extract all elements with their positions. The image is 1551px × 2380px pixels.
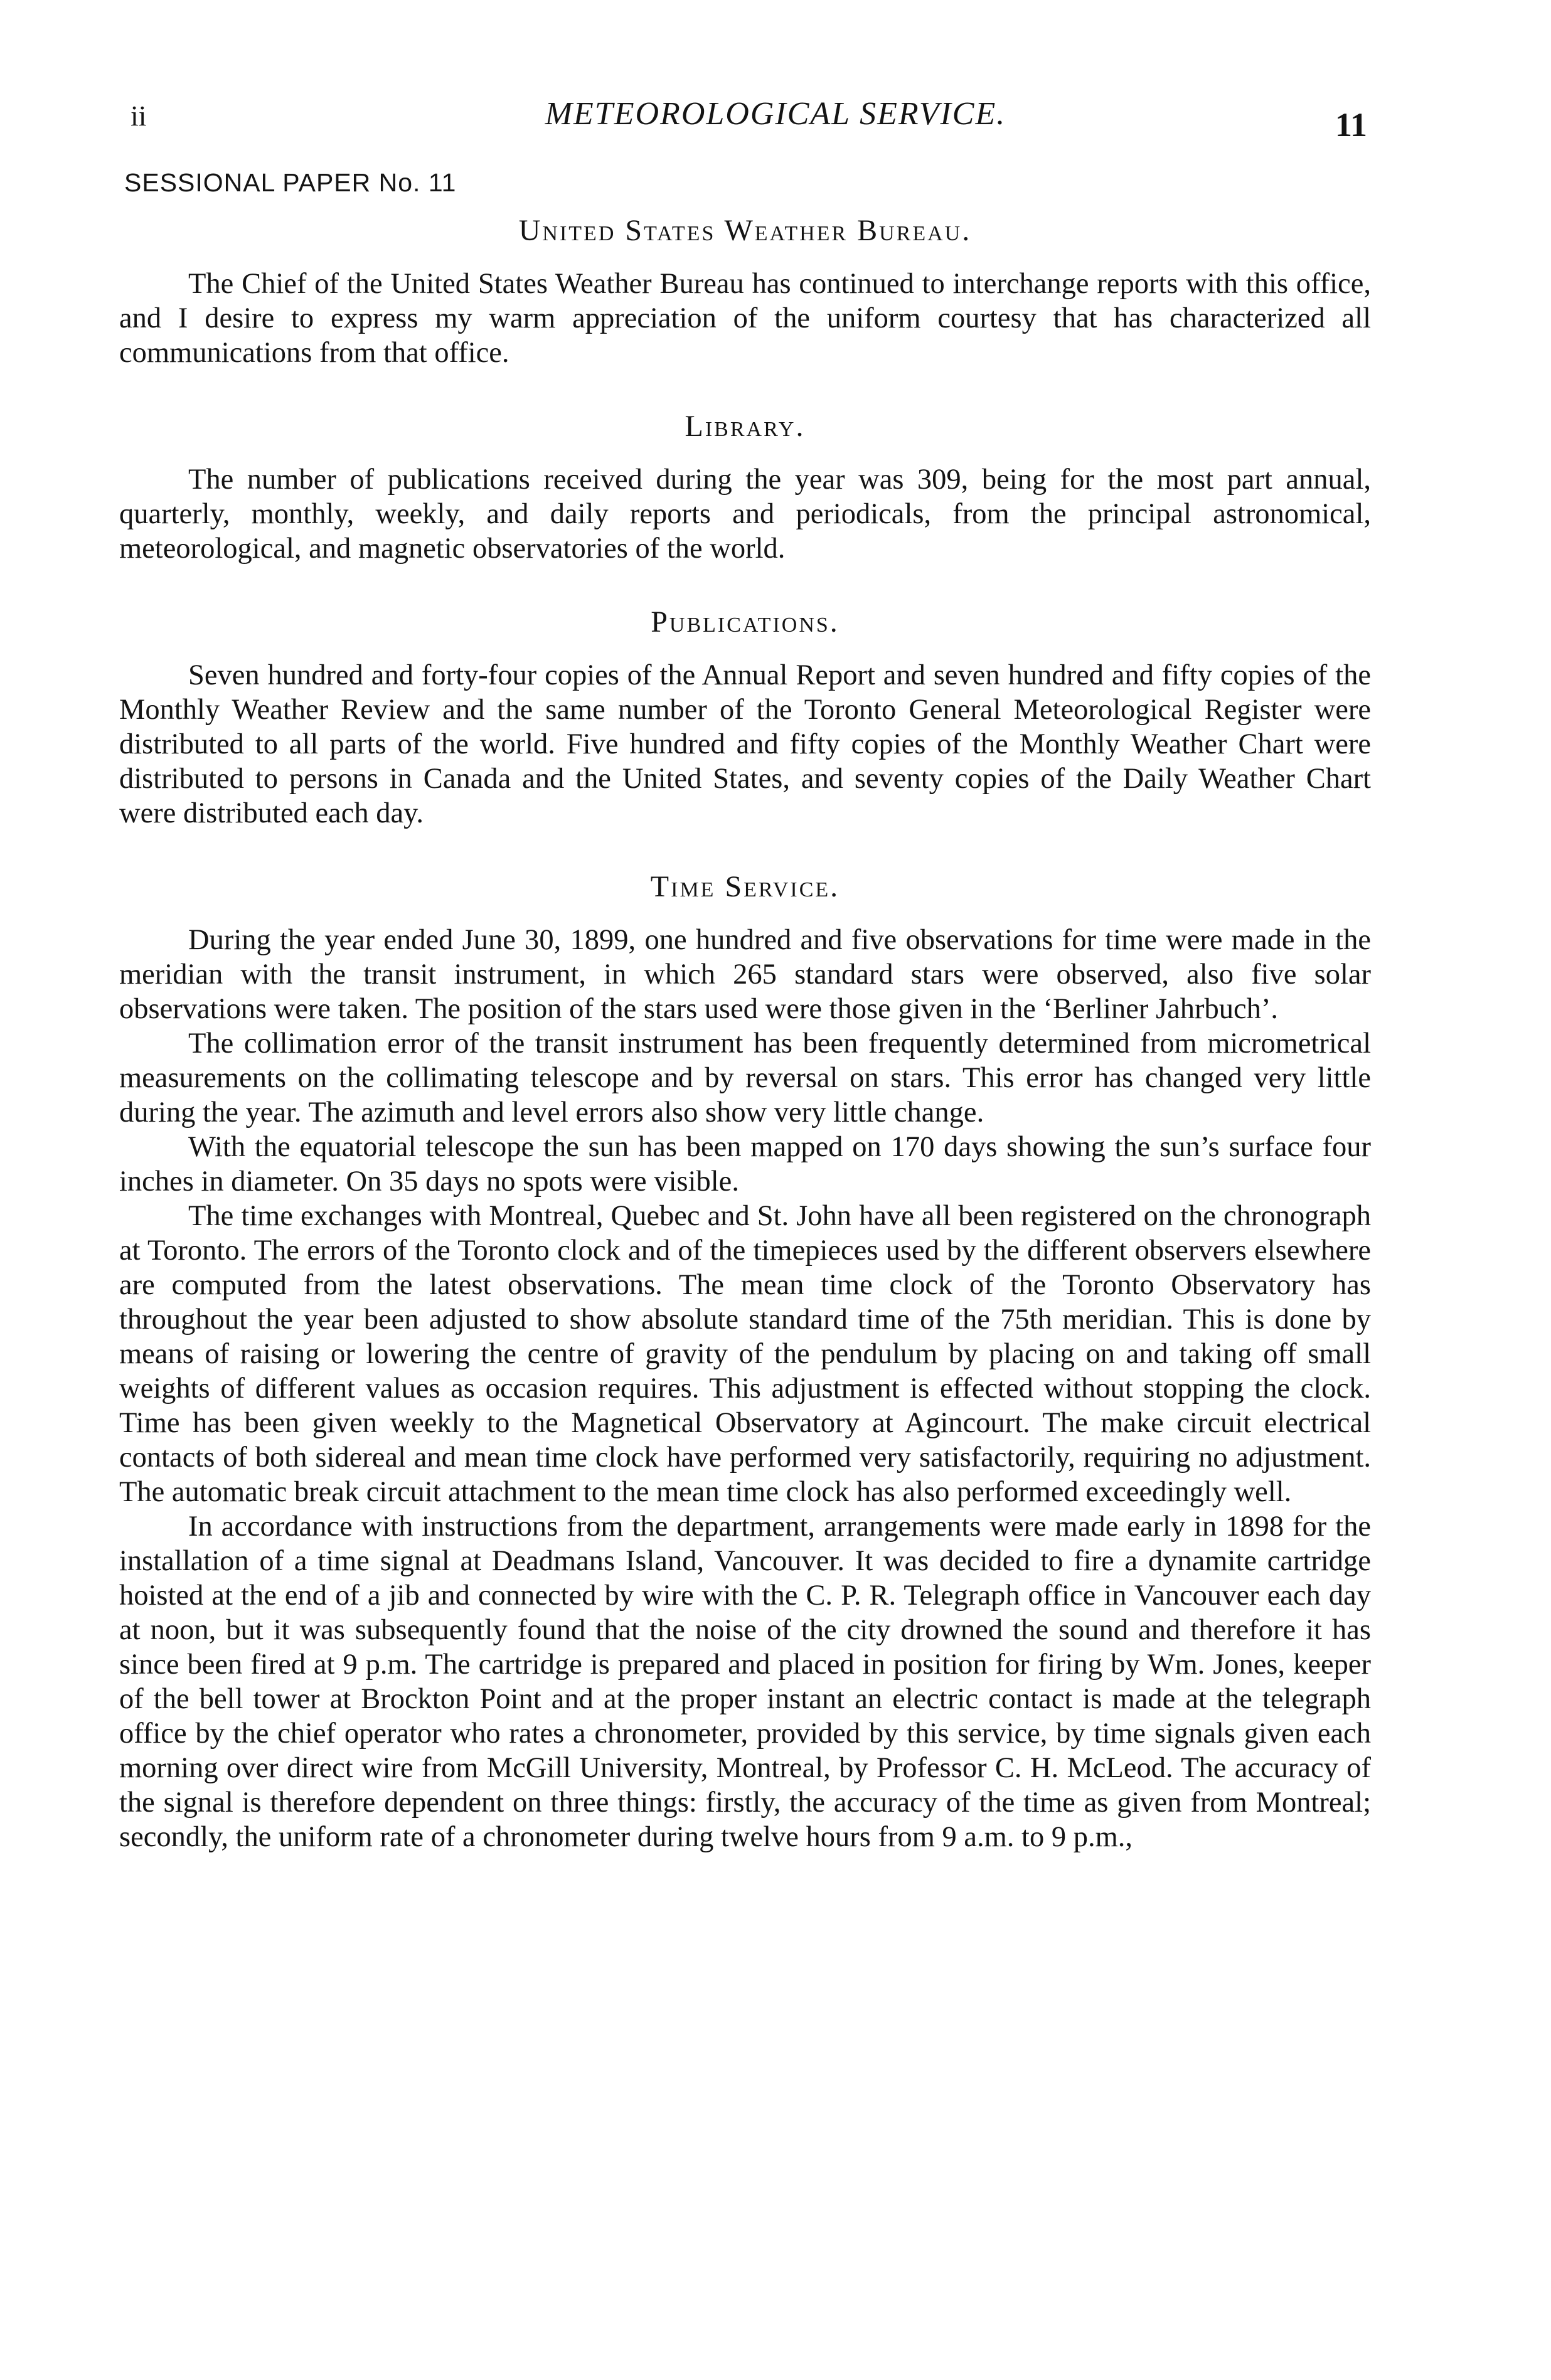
paragraph-weather-bureau: The Chief of the United States Weather Bureau has continued to interchange reports with this office, and I desire to express my warm appreciation of the uniform courtesy that has characterized all communications from that office. (119, 268, 1371, 369)
paragraph-vancouver-signal: In accordance with instructions from the department, arrangements were made early in 1898 for the installation of a time signal at Deadmans Island, Vancouver. It was decided to fire a dynamite cartridge hoisted at the end of a jib and connected by wire with the C. P. R. Telegraph office in Vancouver each day at noon, but it was subsequently found that the noise of the city drowned the sound and therefore it has since been fired at 9 p.m. The cartridge is prepared and placed in position for firing by Wm. Jones, keeper of the bell tower at Brockton Point and at the proper instant an electric contact is made at the telegraph office by the chief operator who rates a chronometer, provided by this service, by time signals given each morning over direct wire from McGill University, Montreal, by Professor C. H. McLeod. The accuracy of the signal is therefore dependent on three things: firstly, the accuracy of the time as given from Montreal; secondly, the uniform rate of a chronometer during twelve hours from 9 a.m. to 9 p.m., (119, 1511, 1371, 1853)
section-heading-time-service: Time Service. (650, 870, 840, 903)
section-heading-weather-bureau: United States Weather Bureau. (518, 214, 972, 247)
page-number-roman: ii (131, 100, 147, 132)
paragraph-collimation-error: The collimation error of the transit instrument has been frequently determined from micrometrical measurements on the collimating telescope and by reversal on stars. This error has changed very little during the year. The azimuth and level errors also show very little change. (119, 1028, 1371, 1129)
volume-number: 11 (1335, 106, 1368, 144)
body-text (119, 213, 1371, 1854)
paragraph-time-exchanges: The time exchanges with Montreal, Quebec and St. John have all been registered on the chronograph at Toronto. The errors of the Toronto clock and of the timepieces used by the different observers elsewhere are computed from the latest observations. The mean time clock of the Toronto Observatory has throughout the year been adjusted to show absolute standard time of the 75th meridian. This is done by means of raising or lowering the centre of gravity of the pendulum by placing on and taking off small weights of different values as occasion requires. This adjustment is effected without stopping the clock. Time has been given weekly to the Magnetical Observatory at Agincourt. The make circuit electrical contacts of both sidereal and mean time clock have performed very satisfactorily, requiring no adjustment. The automatic break circuit attachment to the mean time clock has also performed exceedingly well. (119, 1200, 1371, 1508)
paragraph-equatorial-telescope: With the equatorial telescope the sun has been mapped on 170 days showing the sun’s surface four inches in diameter. On 35 days no spots were visible. (119, 1131, 1371, 1198)
section-heading-publications: Publications. (651, 605, 839, 639)
sessional-paper-label: SESSIONAL PAPER No. 11 (124, 168, 457, 197)
section-heading-library: Library. (685, 410, 806, 443)
running-title: METEOROLOGICAL SERVICE. (545, 96, 1006, 132)
paragraph-publications: Seven hundred and forty-four copies of the Annual Report and seven hundred and fifty copies of the Monthly Weather Review and the same number of the Toronto General Meteorological Register were distributed to all parts of the world. Five hundred and fifty copies of the Monthly Weather Chart were distributed to persons in Canada and the United States, and seventy copies of the Daily Weather Chart were distributed each day. (119, 659, 1371, 829)
paragraph-library: The number of publications received during the year was 309, being for the most part annual, quarterly, monthly, weekly, and daily reports and periodicals, from the principal astronomical, meteorological, and magnetic observatories of the world. (119, 464, 1371, 565)
paragraph-time-observations: During the year ended June 30, 1899, one hundred and five observations for time were made in the meridian with the transit instrument, in which 265 standard stars were observed, also five solar observations were taken. The position of the stars used were those given in the ‘Berliner Jahrbuch’. (119, 924, 1371, 1025)
